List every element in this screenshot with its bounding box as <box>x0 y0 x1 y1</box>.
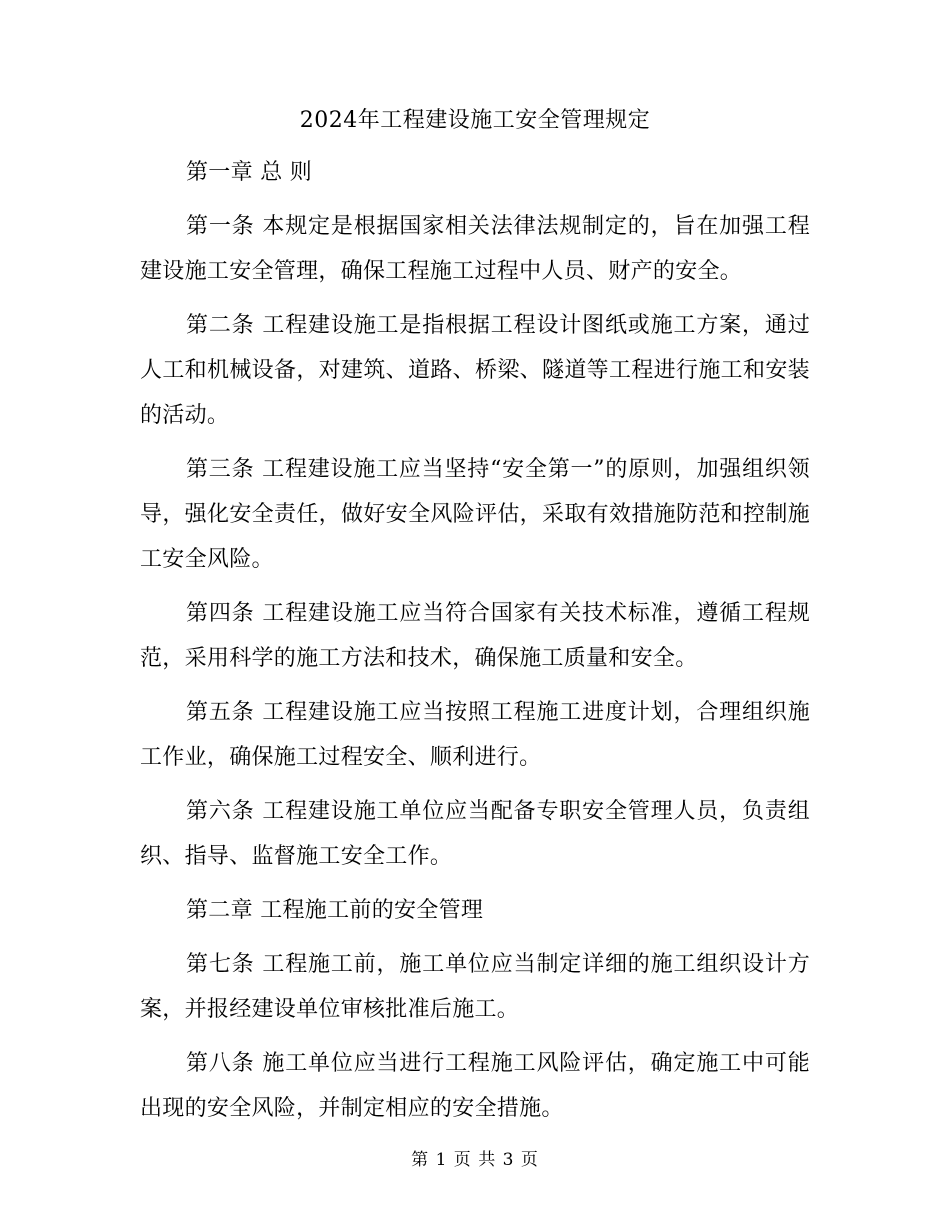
document-title: 2024年工程建设施工安全管理规定 <box>299 108 651 133</box>
article-paragraph: 第六条 工程建设施工单位应当配备专职安全管理人员，负责组织、指导、监督施工安全工作。 <box>140 799 810 869</box>
article-paragraph: 第三条 工程建设施工应当坚持“安全第一”的原则，加强组织领导，强化安全责任，做好安全风险评估，采取有效措施防范和控制施工安全风险。 <box>140 457 810 572</box>
chapter-heading: 第二章 工程施工前的安全管理 <box>186 898 484 923</box>
document-body <box>140 150 810 1140</box>
article-paragraph: 第一条 本规定是根据国家相关法律法规制定的，旨在加强工程建设施工安全管理，确保工程施工过程中人员、财产的安全。 <box>140 214 810 284</box>
article-paragraph: 第八条 施工单位应当进行工程施工风险评估，确定施工中可能出现的安全风险，并制定相应的安全措施。 <box>140 1051 810 1121</box>
article-paragraph: 第四条 工程建设施工应当符合国家有关技术标准，遵循工程规范，采用科学的施工方法和技术，确保施工质量和安全。 <box>140 601 810 671</box>
article-paragraph: 第五条 工程建设施工应当按照工程施工进度计划，合理组织施工作业，确保施工过程安全、顺利进行。 <box>140 700 810 770</box>
chapter-heading: 第一章 总 则 <box>186 160 313 185</box>
page-number-footer: 第 1 页 共 3 页 <box>411 1150 539 1170</box>
article-paragraph: 第七条 工程施工前，施工单位应当制定详细的施工组织设计方案，并报经建设单位审核批准后施工。 <box>140 952 810 1022</box>
article-paragraph: 第二条 工程建设施工是指根据工程设计图纸或施工方案，通过人工和机械设备，对建筑、道路、桥梁、隧道等工程进行施工和安装的活动。 <box>140 313 810 428</box>
